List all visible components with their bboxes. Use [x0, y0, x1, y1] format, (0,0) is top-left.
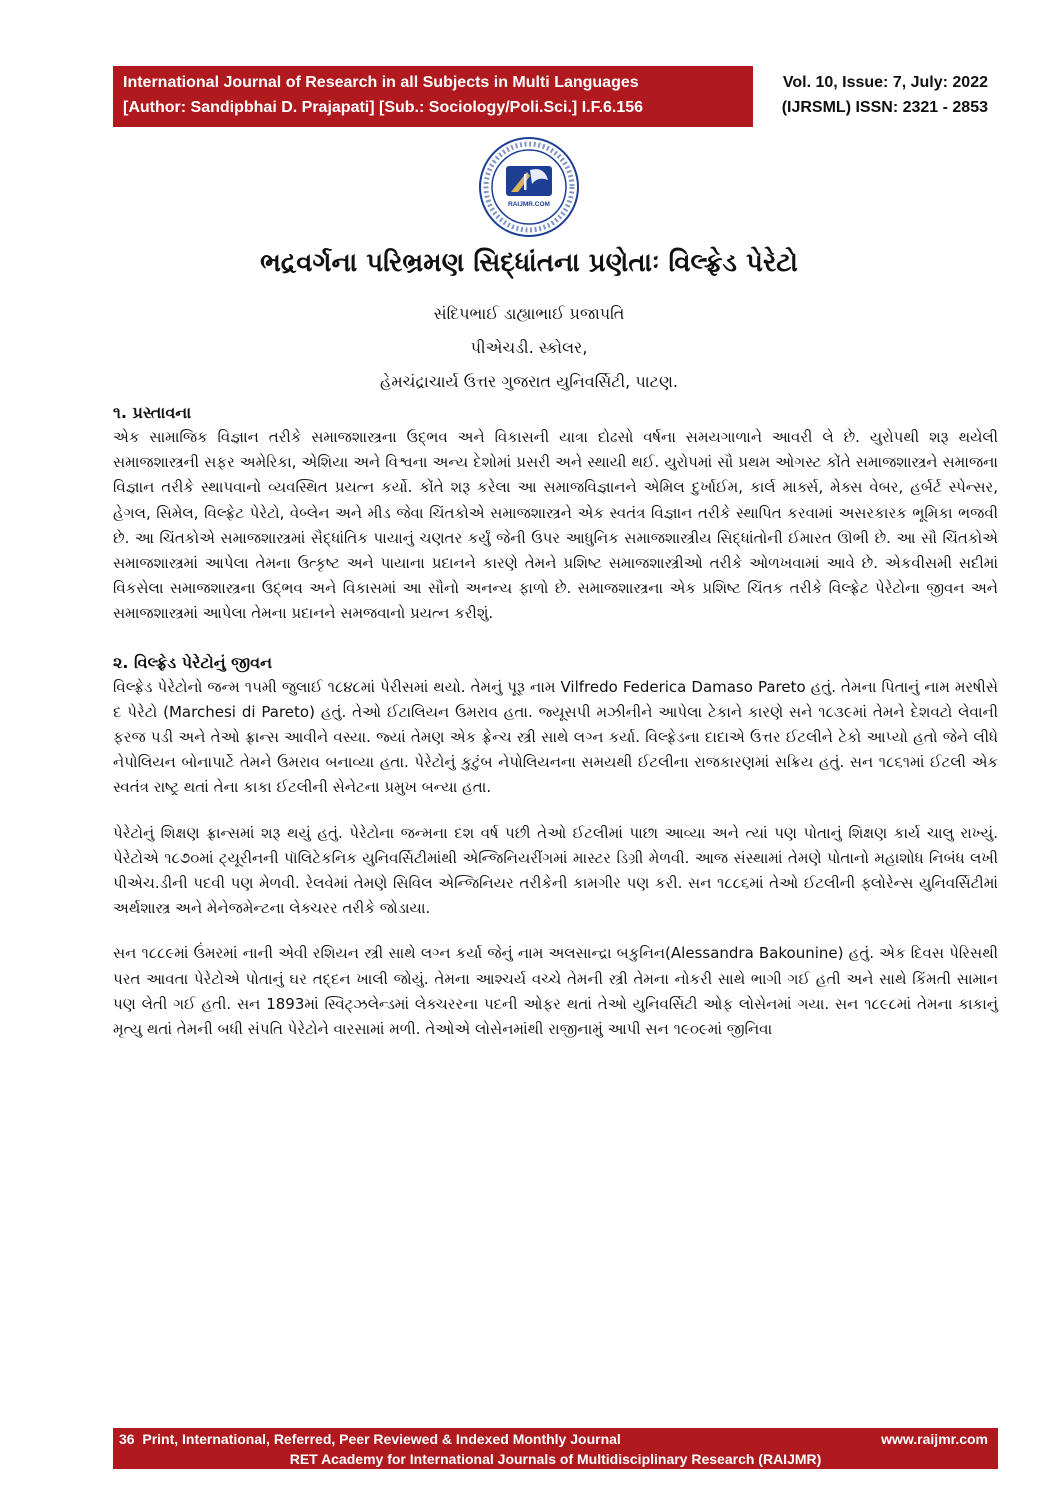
paper-title: ભદ્રવર્ગના પરિભ્રમણ સિદ્ધાંતના પ્રણેતાઃ વિલ્ફ્રેડ પેરેટો: [260, 248, 798, 278]
footer-website: www.raijmr.com: [881, 1431, 988, 1447]
footer-publisher: RET Academy for International Journals of Multidisciplinary Research (RAIJMR): [289, 1451, 822, 1467]
raijmr-seal-logo: [478, 136, 580, 238]
footer-left: [119, 1430, 621, 1448]
author-affiliation: હેમચંદ્રાચાર્ય ઉત્તર ગુજરાત યુનિવર્સિટી, પાટણ.: [379, 372, 679, 391]
section-spacer: [113, 627, 998, 651]
section-heading-life: ૨. વિલ્ફ્રેડ પેરેટોનું જીવન: [113, 652, 273, 672]
author-subject-line: [Author: Sandipbhai D. Prajapati] [Sub.: Sociology/Poli.Sci.] I.F.6.156: [123, 99, 644, 116]
footer-journal-type: Print, International, Referred, Peer Reviewed & Indexed Monthly Journal: [142, 1431, 621, 1447]
paragraph-spacer: [113, 801, 998, 821]
header-journal-block: [113, 66, 753, 127]
page-number: 36: [119, 1431, 135, 1447]
header-issue-block: [753, 66, 998, 127]
life-paragraph-2: પેરેટોનું શિક્ષણ ફ્રાન્સમાં શરૂ થયું હતું. પેરેટોના જન્મના દશ વર્ષ પછી તેઓ ઈટલીમાં પાછા આવ્યા અને ત્યાં પણ પોતાનું શિક્ષણ કાર્ય ચાલુ રાખ્યું. પેરેટોએ ૧૮૭૦માં ટ્યૂરીનની પૉલિટેકનિક યુનિવર્સિટીમાંથી એન્જિનિયરીંગમાં માસ્ટર ડિગ્રી મેળવી. આજ સંસ્થામાં તેમણે પોતાનો મહાશોધ નિબંધ લખી પીએચ.ડીની પદવી પણ મેળવી. રેલવેમાં તેમણે સિવિલ એન્જિનિયર તરીકેની કામગીર પણ કરી. સન ૧૮૮૬માં તેઓ ઈટલીની ફ્લોરેન્સ યુનિવર્સિટીમાં અર્થશાસ્ત્ર અને મેનેજમેન્ટના લેક્ચરર તરીકે જોડાયા.: [113, 823, 998, 918]
issn-line: (IJRSML) ISSN: 2321 - 2853: [781, 99, 988, 116]
life-paragraph-1: વિલ્ફ્રેડ પેરેટોનો જન્મ ૧૫મી જુલાઈ ૧૮૪૮માં પેરીસમાં થયો. તેમનું પૂરૂ નામ Vilfredo Federica Damaso Pareto હતું. તેમના પિતાનું નામ મરષીસે દ પેરેટો (Marchesi di Pareto) હતું. તેઓ ઈટાલિયન ઉમરાવ હતા. જ્યૂસપી મઝીનીને આપેલા ટેકાને કારણે સને ૧૮૩૯માં તેમને દેશવટો લેવાની ફરજ પડી અને તેઓ ફ્રાન્સ આવીને વસ્યા. જ્યાં તેમણ એક ફ્રેન્ચ સ્ત્રી સાથે લગ્ન કર્યા. વિલ્ફ્રેડના દાદાએ ઉત્તર ઈટલીને ટેકો આપ્યો હતો જેને લીધે નેપોલિયન બોનાપાર્ટે તેમને ઉમરાવ બનાવ્યા હતા. પેરેટોનું કુટુંબ નેપોલિયનના સમયથી ઈટલીના રાજકારણમાં સક્રિય હતું. સન ૧૮૬૧માં ઈટલી એક સ્વતંત્ર રાષ્ટ્ર થતાં તેના કાકા ઈટલીની સેનેટના પ્રમુખ બન્યા હતા.: [113, 677, 998, 797]
paragraph-spacer: [113, 921, 998, 941]
journal-footer: [113, 1428, 998, 1469]
author-name: સંદિપભાઈ ડાહ્યાભાઈ પ્રજાપતિ: [433, 304, 625, 323]
author-block: [0, 297, 1058, 399]
journal-header: [113, 66, 998, 127]
life-paragraph-3: સન ૧૮૮૯માં ઉંમરમાં નાની એવી રશિયન સ્ત્રી સાથે લગ્ન કર્યા જેનું નામ અલસાન્દ્રા બકુનિન(Alessandra Bakounine) હતું. એક દિવસ પેરિસથી પરત આવતા પેરેટોએ પોતાનું ઘર તદ્દન ખાલી જોયું. તેમના આશ્ચર્ય વચ્ચે તેમની સ્ત્રી તેમના નોકરી સાથે ભાગી ગઈ હતી અને સાથે કિંમતી સામાન પણ લેતી ગઈ હતી. સન 1893માં સ્વિટ્ઝલેન્ડમાં લેક્ચરરના પદની ઓફર થતાં તેઓ યુનિવર્સિટી ઓફ લોસેનમાં ગયા. સન ૧૮૯૮માં તેમના કાકાનું મૃત્યુ થતાં તેમની બધી સંપતિ પેરેટોને વારસામાં મળી. તેઓએ લોસેનમાંથી રાજીનામું આપી સન ૧૯૦૯માં જીનિવા: [113, 944, 998, 1039]
paper-body: [113, 401, 998, 1042]
footer-top-row: [119, 1430, 988, 1448]
volume-issue: Vol. 10, Issue: 7, July: 2022: [782, 74, 988, 91]
logo-text: RAIJMR.COM: [508, 201, 550, 208]
intro-paragraph: એક સામાજિક વિજ્ઞાન તરીકે સમાજશાસ્ત્રના ઉદ્ભવ અને વિકાસની યાત્રા દોઢસો વર્ષના સમયગાળાને આવરી લે છે. યુરોપથી શરૂ થયેલી સમાજશાસ્ત્રની સફર અમેરિકા, એશિયા અને વિશ્વના અન્ય દેશોમાં પ્રસરી અને સ્થાયી થઈ. યુરોપમાં સૌ પ્રથમ ઓગસ્ટ કોંતે સમાજશાસ્ત્રને સમાજના વિજ્ઞાન તરીકે સ્થાપવાનો વ્યવસ્થિત પ્રયત્ન કર્યો. કોંતે શરૂ કરેલા આ સમાજવિજ્ઞાનને એમિલ દુર્ખાઈમ, કાર્લ માર્ક્સ, મેક્સ વેબર, હર્બર્ટ સ્પેન્સર, હેગલ, સિમેલ, વિલ્ફ્રેટ પેરેટો, વેબ્લેન અને મીડ જેવા ચિંતકોએ સમાજશાસ્ત્રને એક સ્વતંત્ર વિજ્ઞાન તરીકે સ્થાપિત કરવામાં અસરકારક ભૂમિકા ભજવી છે. આ ચિંતકોએ સમાજશાસ્ત્રમાં સૈદ્ધાંતિક પાયાનું ચણતર કર્યું જેની ઉપર આધુનિક સમાજશાસ્ત્રીય સિદ્ધાંતોની ઈમારત ઊભી છે. આ સૌ ચિંતકોએ સમાજશાસ્ત્રમાં આપેલા તેમના ઉત્કૃષ્ટ અને પાયાના પ્રદાનને કારણે તેમને પ્રશિષ્ટ સમાજશાસ્ત્રીઓ તરીકે ઓળખવામાં આવે છે. એકવીસમી સદીમાં વિકસેલા સમાજશાસ્ત્રના ઉદ્ભવ અને વિકાસમાં આ સૌનો અનન્ય ફાળો છે. સમાજશાસ્ત્રના એક પ્રશિષ્ટ ચિંતક તરીકે વિલ્ફ્રેટ પેરેટોના જીવન અને સમાજશાસ્ત્રમાં આપેલા તેમના પ્રદાનને સમજવાનો પ્રયત્ન કરીશું.: [113, 428, 998, 623]
raijmr-seal-icon: [478, 136, 580, 238]
section-heading-intro: ૧. પ્રસ્તાવના: [113, 403, 192, 422]
author-role: પીએચડી. સ્કોલર,: [470, 338, 588, 357]
journal-name: International Journal of Research in all Subjects in Multi Languages: [123, 74, 639, 91]
